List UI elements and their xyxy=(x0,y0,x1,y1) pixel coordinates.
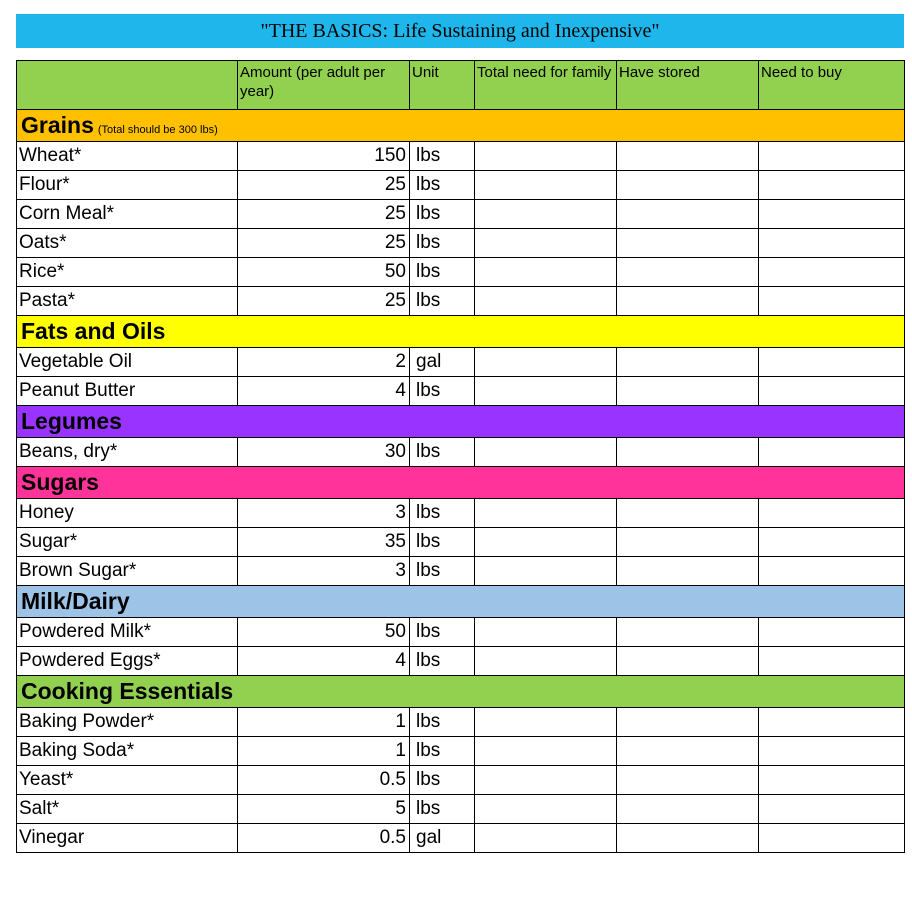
amount-cell[interactable]: 25 xyxy=(238,287,410,316)
need-to-buy-cell[interactable] xyxy=(759,618,905,647)
category-row xyxy=(17,586,905,618)
total-need-cell[interactable] xyxy=(475,528,617,557)
category-name: Cooking Essentials xyxy=(21,678,234,704)
category-name: Fats and Oils xyxy=(21,318,166,344)
header-have-stored[interactable]: Have stored xyxy=(617,61,759,110)
table-row xyxy=(17,766,905,795)
category-header[interactable] xyxy=(17,316,905,348)
amount-cell[interactable]: 0.5 xyxy=(238,824,410,853)
total-need-cell[interactable] xyxy=(475,438,617,467)
have-stored-cell[interactable] xyxy=(617,438,759,467)
have-stored-cell[interactable] xyxy=(617,287,759,316)
sheet-title: "THE BASICS: Life Sustaining and Inexpensive" xyxy=(16,14,904,48)
total-need-cell[interactable] xyxy=(475,708,617,737)
item-name-cell[interactable]: Salt* xyxy=(17,795,238,824)
have-stored-cell[interactable] xyxy=(617,171,759,200)
category-name: Grains xyxy=(21,112,94,138)
unit-cell[interactable]: lbs xyxy=(410,377,475,406)
need-to-buy-cell[interactable] xyxy=(759,824,905,853)
category-header[interactable] xyxy=(17,467,905,499)
need-to-buy-cell[interactable] xyxy=(759,438,905,467)
unit-cell[interactable]: lbs xyxy=(410,171,475,200)
have-stored-cell[interactable] xyxy=(617,377,759,406)
need-to-buy-cell[interactable] xyxy=(759,795,905,824)
item-name-cell[interactable]: Baking Soda* xyxy=(17,737,238,766)
category-name: Milk/Dairy xyxy=(21,588,130,614)
unit-cell[interactable]: lbs xyxy=(410,499,475,528)
have-stored-cell[interactable] xyxy=(617,618,759,647)
need-to-buy-cell[interactable] xyxy=(759,708,905,737)
item-name-cell[interactable]: Wheat* xyxy=(17,142,238,171)
total-need-cell[interactable] xyxy=(475,766,617,795)
amount-cell[interactable]: 3 xyxy=(238,557,410,586)
amount-cell[interactable]: 25 xyxy=(238,229,410,258)
item-name-cell[interactable]: Yeast* xyxy=(17,766,238,795)
total-need-cell[interactable] xyxy=(475,377,617,406)
category-row xyxy=(17,110,905,142)
amount-cell[interactable]: 50 xyxy=(238,618,410,647)
amount-cell[interactable]: 3 xyxy=(238,499,410,528)
table-row xyxy=(17,499,905,528)
item-name-cell[interactable]: Oats* xyxy=(17,229,238,258)
category-name: Sugars xyxy=(21,469,99,495)
table-row xyxy=(17,142,905,171)
table-row xyxy=(17,528,905,557)
need-to-buy-cell[interactable] xyxy=(759,528,905,557)
total-need-cell[interactable] xyxy=(475,795,617,824)
item-name-cell[interactable]: Vinegar xyxy=(17,824,238,853)
header-item-cell[interactable] xyxy=(17,61,238,110)
item-name-cell[interactable]: Beans, dry* xyxy=(17,438,238,467)
item-name-cell[interactable]: Flour* xyxy=(17,171,238,200)
unit-cell[interactable]: lbs xyxy=(410,142,475,171)
item-name-cell[interactable]: Vegetable Oil xyxy=(17,348,238,377)
have-stored-cell[interactable] xyxy=(617,708,759,737)
amount-cell[interactable]: 25 xyxy=(238,171,410,200)
item-name-cell[interactable]: Powdered Milk* xyxy=(17,618,238,647)
item-name-cell[interactable]: Corn Meal* xyxy=(17,200,238,229)
category-row xyxy=(17,467,905,499)
table-row xyxy=(17,287,905,316)
have-stored-cell[interactable] xyxy=(617,142,759,171)
have-stored-cell[interactable] xyxy=(617,737,759,766)
table-row xyxy=(17,795,905,824)
unit-cell[interactable]: lbs xyxy=(410,557,475,586)
have-stored-cell[interactable] xyxy=(617,348,759,377)
amount-cell[interactable]: 1 xyxy=(238,737,410,766)
amount-cell[interactable]: 35 xyxy=(238,528,410,557)
item-name-cell[interactable]: Powdered Eggs* xyxy=(17,647,238,676)
header-amount[interactable]: Amount (per adult per year) xyxy=(238,61,410,110)
item-name-cell[interactable]: Peanut Butter xyxy=(17,377,238,406)
unit-cell[interactable]: lbs xyxy=(410,766,475,795)
food-storage-table xyxy=(16,60,905,853)
total-need-cell[interactable] xyxy=(475,618,617,647)
category-row xyxy=(17,406,905,438)
item-name-cell[interactable]: Baking Powder* xyxy=(17,708,238,737)
item-name-cell[interactable]: Pasta* xyxy=(17,287,238,316)
table-row xyxy=(17,647,905,676)
total-need-cell[interactable] xyxy=(475,258,617,287)
total-need-cell[interactable] xyxy=(475,737,617,766)
need-to-buy-cell[interactable] xyxy=(759,499,905,528)
have-stored-cell[interactable] xyxy=(617,824,759,853)
total-need-cell[interactable] xyxy=(475,200,617,229)
header-row xyxy=(17,61,905,110)
category-header[interactable] xyxy=(17,676,905,708)
total-need-cell[interactable] xyxy=(475,171,617,200)
table-row xyxy=(17,377,905,406)
category-header[interactable] xyxy=(17,110,905,142)
have-stored-cell[interactable] xyxy=(617,528,759,557)
amount-cell[interactable]: 30 xyxy=(238,438,410,467)
unit-cell[interactable]: lbs xyxy=(410,438,475,467)
unit-cell[interactable]: lbs xyxy=(410,258,475,287)
header-total-need[interactable]: Total need for family xyxy=(475,61,617,110)
need-to-buy-cell[interactable] xyxy=(759,737,905,766)
category-row xyxy=(17,676,905,708)
table-row xyxy=(17,229,905,258)
item-name-cell[interactable]: Honey xyxy=(17,499,238,528)
header-need-to-buy[interactable]: Need to buy xyxy=(759,61,905,110)
table-row xyxy=(17,438,905,467)
total-need-cell[interactable] xyxy=(475,499,617,528)
amount-cell[interactable]: 0.5 xyxy=(238,766,410,795)
table-row xyxy=(17,171,905,200)
have-stored-cell[interactable] xyxy=(617,229,759,258)
total-need-cell[interactable] xyxy=(475,142,617,171)
category-header[interactable] xyxy=(17,586,905,618)
unit-cell[interactable]: gal xyxy=(410,824,475,853)
amount-cell[interactable]: 2 xyxy=(238,348,410,377)
amount-cell[interactable]: 1 xyxy=(238,708,410,737)
need-to-buy-cell[interactable] xyxy=(759,348,905,377)
need-to-buy-cell[interactable] xyxy=(759,557,905,586)
total-need-cell[interactable] xyxy=(475,557,617,586)
have-stored-cell[interactable] xyxy=(617,647,759,676)
table-row xyxy=(17,557,905,586)
unit-cell[interactable]: lbs xyxy=(410,647,475,676)
total-need-cell[interactable] xyxy=(475,229,617,258)
total-need-cell[interactable] xyxy=(475,647,617,676)
table-row xyxy=(17,824,905,853)
category-row xyxy=(17,316,905,348)
item-name-cell[interactable]: Rice* xyxy=(17,258,238,287)
unit-cell[interactable]: lbs xyxy=(410,200,475,229)
amount-cell[interactable]: 5 xyxy=(238,795,410,824)
have-stored-cell[interactable] xyxy=(617,795,759,824)
category-name: Legumes xyxy=(21,408,122,434)
amount-cell[interactable]: 150 xyxy=(238,142,410,171)
amount-cell[interactable]: 4 xyxy=(238,647,410,676)
unit-cell[interactable]: lbs xyxy=(410,708,475,737)
total-need-cell[interactable] xyxy=(475,824,617,853)
item-name-cell[interactable]: Brown Sugar* xyxy=(17,557,238,586)
category-header[interactable] xyxy=(17,406,905,438)
amount-cell[interactable]: 50 xyxy=(238,258,410,287)
category-note: (Total should be 300 lbs) xyxy=(97,124,218,136)
need-to-buy-cell[interactable] xyxy=(759,287,905,316)
need-to-buy-cell[interactable] xyxy=(759,647,905,676)
have-stored-cell[interactable] xyxy=(617,499,759,528)
header-unit[interactable]: Unit xyxy=(410,61,475,110)
amount-cell[interactable]: 25 xyxy=(238,200,410,229)
table-row xyxy=(17,348,905,377)
unit-cell[interactable]: lbs xyxy=(410,618,475,647)
unit-cell[interactable]: gal xyxy=(410,348,475,377)
unit-cell[interactable]: lbs xyxy=(410,737,475,766)
need-to-buy-cell[interactable] xyxy=(759,258,905,287)
amount-cell[interactable]: 4 xyxy=(238,377,410,406)
have-stored-cell[interactable] xyxy=(617,200,759,229)
table-row xyxy=(17,737,905,766)
have-stored-cell[interactable] xyxy=(617,557,759,586)
unit-cell[interactable]: lbs xyxy=(410,287,475,316)
need-to-buy-cell[interactable] xyxy=(759,200,905,229)
total-need-cell[interactable] xyxy=(475,348,617,377)
need-to-buy-cell[interactable] xyxy=(759,229,905,258)
item-name-cell[interactable]: Sugar* xyxy=(17,528,238,557)
table-row xyxy=(17,200,905,229)
table-row xyxy=(17,258,905,287)
unit-cell[interactable]: lbs xyxy=(410,528,475,557)
need-to-buy-cell[interactable] xyxy=(759,766,905,795)
need-to-buy-cell[interactable] xyxy=(759,377,905,406)
unit-cell[interactable]: lbs xyxy=(410,795,475,824)
total-need-cell[interactable] xyxy=(475,287,617,316)
table-row xyxy=(17,618,905,647)
need-to-buy-cell[interactable] xyxy=(759,142,905,171)
have-stored-cell[interactable] xyxy=(617,258,759,287)
need-to-buy-cell[interactable] xyxy=(759,171,905,200)
unit-cell[interactable]: lbs xyxy=(410,229,475,258)
have-stored-cell[interactable] xyxy=(617,766,759,795)
table-row xyxy=(17,708,905,737)
